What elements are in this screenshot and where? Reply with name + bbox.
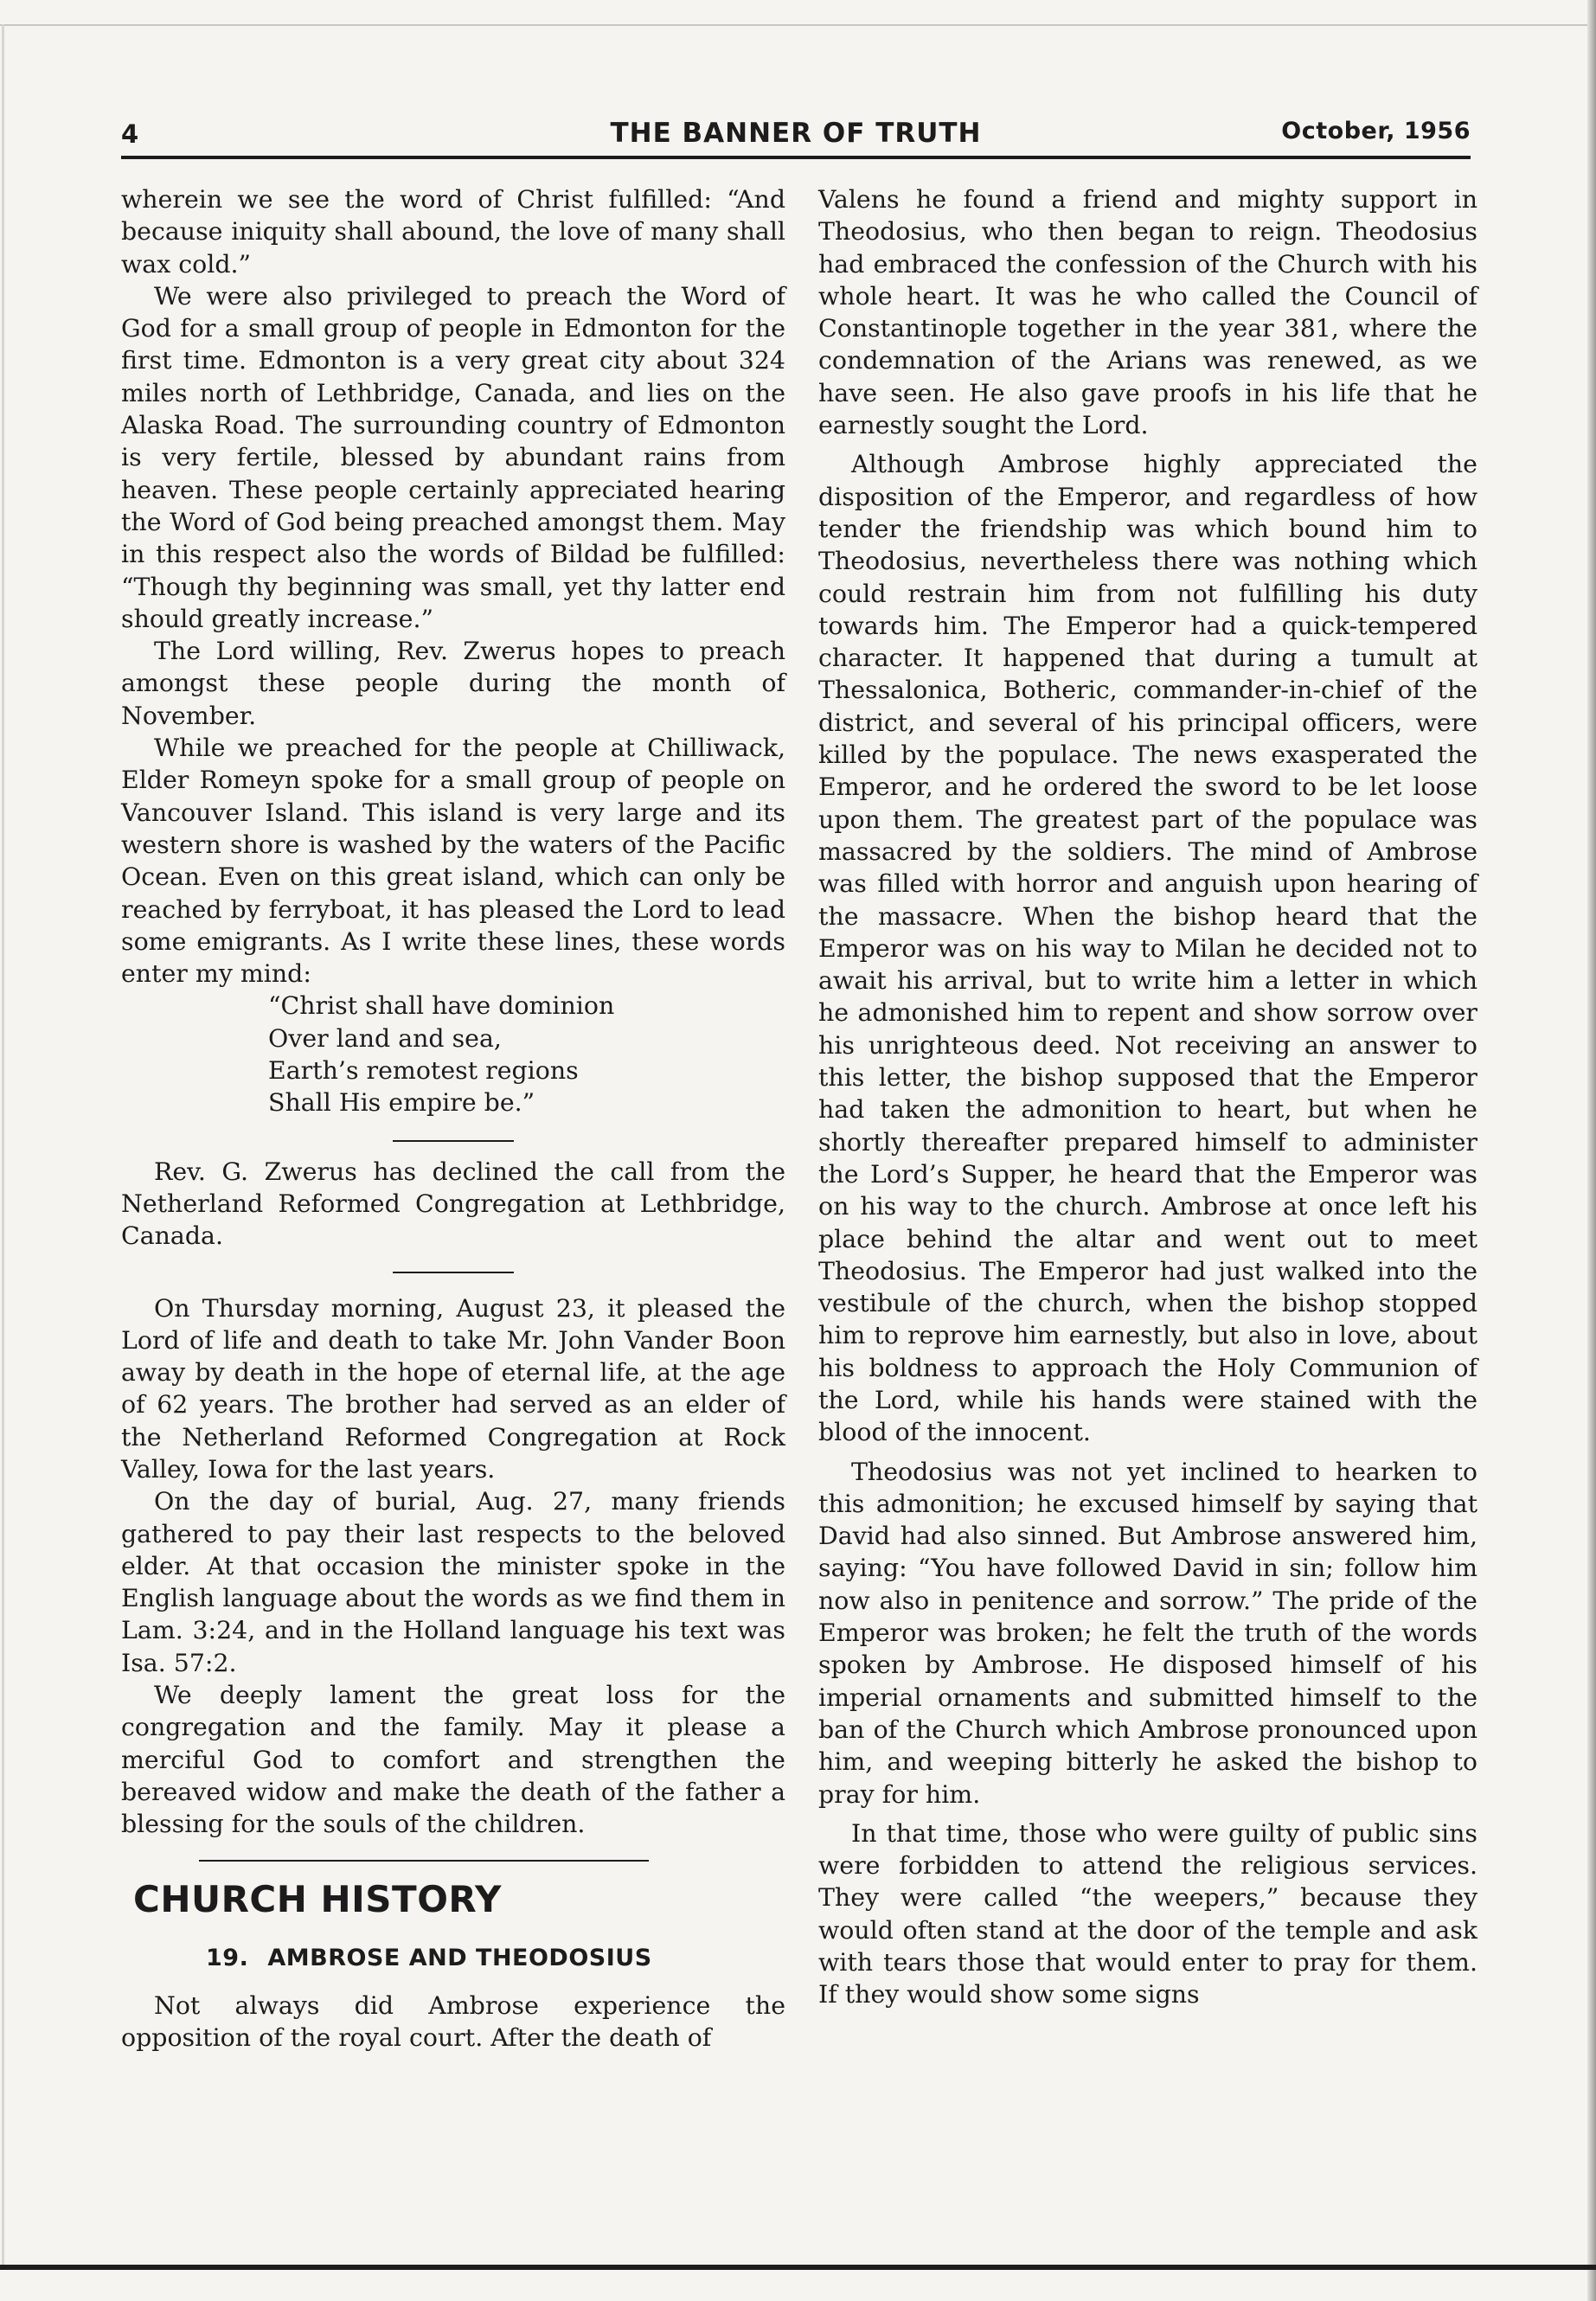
scan-edge-right — [1587, 0, 1596, 2301]
separator-rule — [393, 1272, 514, 1273]
paragraph: Theodosius was not yet inclined to hearken to this admonition; he excused himself by saying that David had also sinned. But Ambrose answered him, saying: “You have followed David in sin; follow him now also in penitence and sorrow.” The pride of the Emperor was broken; he felt the truth of the words spoken by Ambrose. He disposed himself of his imperial ornaments and submitted himself to the ban of the Church which Ambrose pronounced upon him, and weeping bitterly he asked the bishop to pray for him. — [818, 1457, 1477, 1809]
section-title: CHURCH HISTORY — [133, 1877, 502, 1920]
issue-date: October, 1956 — [1281, 118, 1471, 144]
subsection-heading — [206, 1943, 785, 1974]
subsection-number: 19. — [206, 1944, 249, 1971]
scan-edge-bottom — [0, 2265, 1596, 2270]
paragraph: On the day of burial, Aug. 27, many friends gathered to pay their last respects to the beloved elder. At that occasion the minister spoke in the English language about the words as we find them in Lam. 3:24, and in the Holland language his text was Isa. 57:2. — [121, 1487, 785, 1677]
scan-edge-left — [2, 24, 4, 2265]
section-rule — [199, 1860, 649, 1862]
poem-line: Earth’s remotest regions — [268, 1056, 579, 1086]
separator-rule — [393, 1140, 514, 1142]
left-column — [121, 183, 785, 2054]
page-number: 4 — [121, 119, 139, 149]
paragraph: We were also privileged to preach the Word of God for a small group of people in Edmonton for the first time. Edmonton is a very great city about 324 miles north of Lethbridge, Canada, and lies on the Alaska Road. The surrounding country of Edmonton is very fertile, blessed by abundant rains from heaven. These people certainly appreciated hearing the Word of God being preached amongst them. May in this respect also the words of Bildad be fulfilled: “Though thy beginning was small, yet thy latter end should greatly increase.” — [121, 281, 785, 633]
page-header — [121, 112, 1471, 156]
paragraph: While we preached for the people at Chilliwack, Elder Romeyn spoke for a small group of people on Vancouver Island. This island is very large and its western shore is washed by the waters of the Pacific Ocean. Even on this great island, which can only be reached by ferryboat, it has pleased the Lord to lead some emigrants. As I write these lines, these words enter my mind: — [121, 734, 785, 989]
paragraph: The Lord willing, Rev. Zwerus hopes to preach amongst these people during the month of November. — [121, 637, 785, 730]
subsection-title: AMBROSE AND THEODOSIUS — [267, 1944, 652, 1971]
right-column — [818, 183, 1477, 2011]
paragraph: In that time, those who were guilty of public sins were forbidden to attend the religious services. They were called “the weepers,” because they would often stand at the door of the temple and ask with tears those that would enter to pray for them. If they would show some signs — [818, 1818, 1477, 2009]
paragraph: Although Ambrose highly appreciated the disposition of the Emperor, and regardless of how tender the friendship was which bound him to Theodosius, nevertheless there was nothing which could restrain him from not fulfilling his duty towards him. The Emperor had a quick-tempered character. It happened that during a tumult at Thessalonica, Botheric, commander-in-chief of the district, and several of his principal officers, were killed by the populace. The news exasperated the Emperor, and he ordered the sword to be let loose upon them. The greatest part of the populace was massacred by the soldiers. The mind of Ambrose was filled with horror and anguish upon hearing of the massacre. When the bishop heard that the Emperor was on his way to Milan he decided not to await his arrival, but to write him a letter in which he admonished him to repent and show sorrow over his unrighteous deed. Not receiving an answer to this letter, the bishop supposed that the Emperor had taken the admonition to heart, but when he shortly thereafter prepared himself to administer the Lord’s Supper, he heard that the Emperor was on his way to the church. Ambrose at once left his place behind the altar and went out to meet Theodosius. The Emperor had just walked into the vestibule of the church, when the bishop stopped him to reprove him earnestly, but also in love, about his boldness to approach the Holy Communion of the Lord, while his hands were stained with the blood of the innocent. — [818, 450, 1477, 1447]
paragraph: On Thursday morning, August 23, it pleased the Lord of life and death to take Mr. John Vander Boon away by death in the hope of eternal life, at the age of 62 years. The brother had served as an elder of the Netherland Reformed Congregation at Rock Valley, Iowa for the last years. — [121, 1293, 785, 1484]
poem-line: “Christ shall have dominion — [268, 991, 615, 1021]
scan-edge-top — [0, 24, 1596, 26]
paragraph: wherein we see the word of Christ fulfilled: “And because iniquity shall abound, the love of many shall wax cold.” — [121, 185, 785, 279]
paragraph: We deeply lament the great loss for the congregation and the family. May it please a merciful God to comfort and strengthen the bereaved widow and make the death of the father a blessing for the souls of the children. — [121, 1681, 785, 1839]
paragraph: Rev. G. Zwerus has declined the call from the Netherland Reformed Congregation at Lethbridge, Canada. — [121, 1157, 785, 1251]
poem-line: Shall His empire be.” — [268, 1088, 535, 1118]
poem-quote — [268, 990, 785, 1118]
paragraph: Valens he found a friend and mighty support in Theodosius, who then began to reign. Theodosius had embraced the confession of the Church with his whole heart. It was he who called the Council of Constantinople together in the year 381, where the condemnation of the Arians was renewed, as we have seen. He also gave proofs in his life that he earnestly sought the Lord. — [818, 185, 1477, 440]
poem-line: Over land and sea, — [268, 1023, 502, 1053]
paragraph: Not always did Ambrose experience the opposition of the royal court. After the death of — [121, 1990, 785, 2052]
masthead-title: THE BANNER OF TRUTH — [610, 118, 982, 149]
header-rule — [121, 156, 1471, 159]
